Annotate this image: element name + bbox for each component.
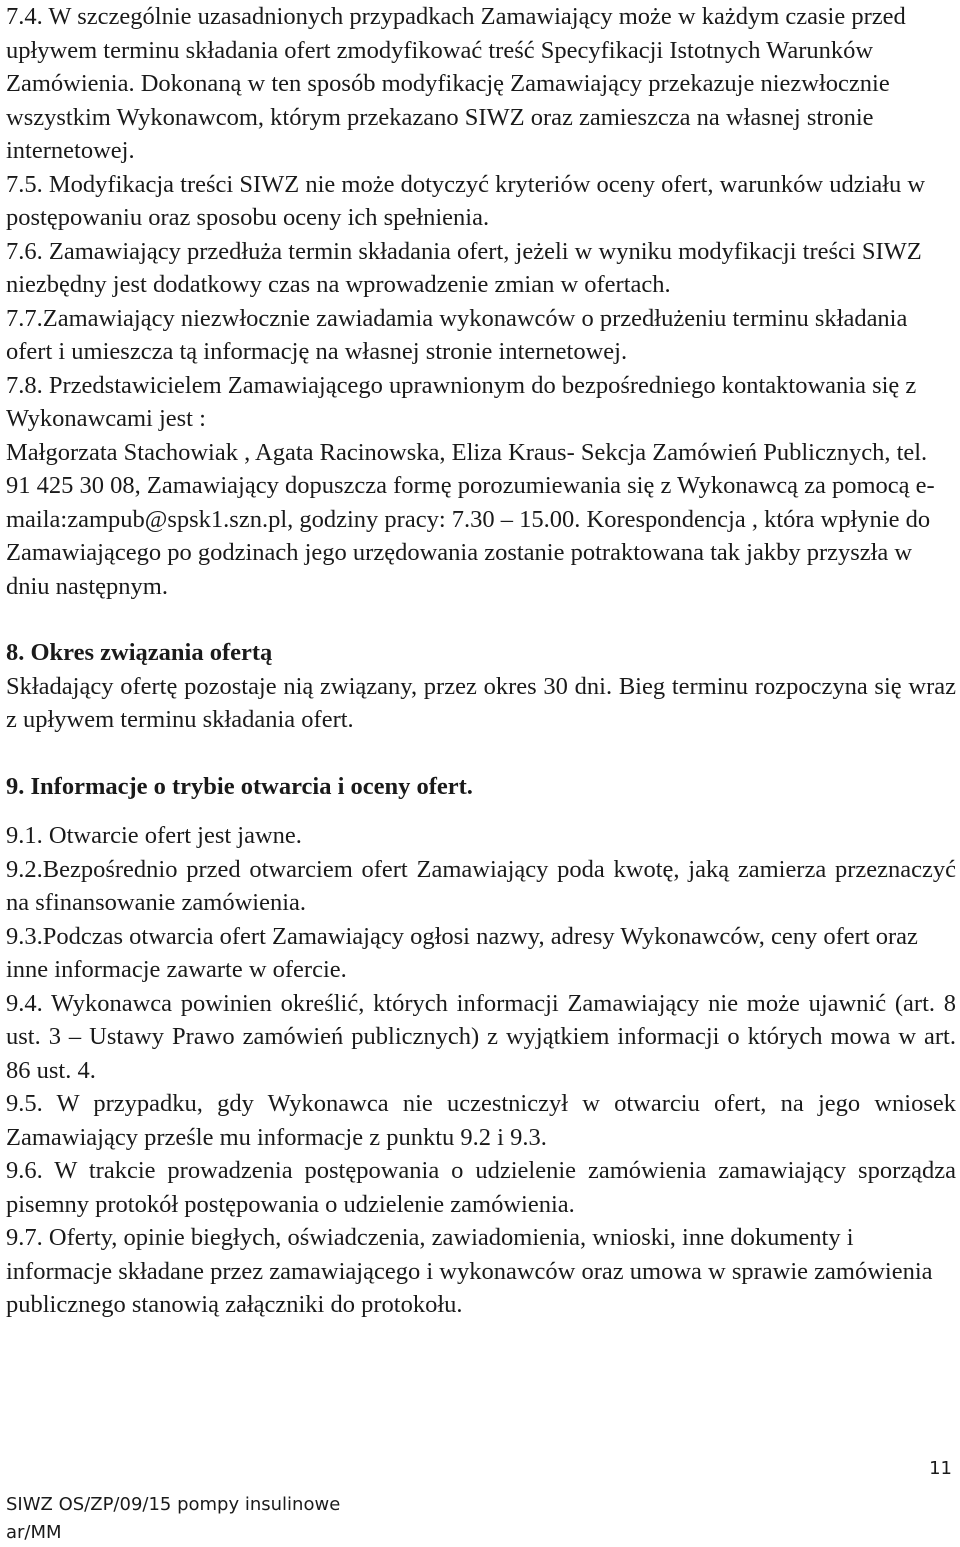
paragraph-7-8-contact: Małgorzata Stachowiak , Agata Racinowska, Eliza Kraus- Sekcja Zamówień Publicznych, tel. 91 425 30 08, Zamawiający dopuszcza formę porozumiewania się z Wykonawcą za pomocą e-maila:zampub@spsk1.szn.pl, godziny pracy: 7.30 – 15.00. Korespondencja , która wpłynie do Zamawiającego po godzinach jego urzędowania zostanie potraktowana tak jakby przyszła w dniu następnym. (6, 438, 935, 600)
paragraph-9-3: 9.3.Podczas otwarcia ofert Zamawiający ogłosi nazwy, adresy Wykonawców, ceny ofert oraz inne informacje zawarte w ofercie. (6, 922, 918, 983)
section-9-heading: 9. Informacje o trybie otwarcia i oceny ofert. (6, 772, 473, 800)
page-number: 11 (929, 1458, 952, 1479)
spacer (6, 811, 956, 819)
section-8-heading: 8. Okres związania ofertą (6, 639, 273, 666)
paragraph-7-4: 7.4. W szczególnie uzasadnionych przypadkach Zamawiający może w każdym czasie przed upływem terminu składania ofert zmodyfikować treść Specyfikacji Istotnych Warunków Zamówienia. Dokonaną w ten sposób modyfikację Zamawiający przekazuje niezwłocznie wszystkim Wykonawcom, którym przekazano SIWZ oraz zamieszcza na własnej stronie internetowej. (6, 3, 906, 164)
paragraph-9-2: 9.2.Bezpośrednio przed otwarciem ofert Zamawiający poda kwotę, jaką zamierza przeznaczyć na sfinansowanie zamówienia. (6, 855, 956, 916)
spacer (6, 737, 956, 770)
spacer (6, 603, 956, 636)
paragraph-7-7: 7.7.Zamawiający niezwłocznie zawiadamia wykonawców o przedłużeniu terminu składania ofert i umieszcza tą informację na własnej stronie internetowej. (6, 304, 908, 365)
section-8-text: Składający ofertę pozostaje nią związany, przez okres 30 dni. Bieg terminu rozpoczyna się wraz z upływem terminu składania ofert. (6, 672, 956, 733)
paragraph-9-1: 9.1. Otwarcie ofert jest jawne. (6, 822, 302, 849)
spacer (6, 803, 956, 811)
paragraph-9-6: 9.6. W trakcie prowadzenia postępowania o udzielenie zamówienia zamawiający sporządza pisemny protokół postępowania o udzielenie zamówienia. (6, 1157, 956, 1218)
paragraph-9-5: 9.5. W przypadku, gdy Wykonawca nie uczestniczył w otwarciu ofert, na jego wniosek Zamawiający prześle mu informacje z punktu 9.2 i 9.3. (6, 1090, 956, 1151)
paragraph-9-7: 9.7. Oferty, opinie biegłych, oświadczenia, zawiadomienia, wnioski, inne dokumenty i informacje składane przez zamawiającego i wykonawców oraz umowa w sprawie zamówienia publicznego stanowią załączniki do protokołu. (6, 1224, 933, 1318)
page-footer (6, 1458, 956, 1543)
paragraph-7-6: 7.6. Zamawiający przedłuża termin składania ofert, jeżeli w wyniku modyfikacji treści SIWZ niezbędny jest dodatkowy czas na wprowadzenie zmian w ofertach. (6, 237, 922, 298)
paragraph-7-8: 7.8. Przedstawicielem Zamawiającego uprawnionym do bezpośredniego kontaktowania się z Wykonawcami jest : (6, 371, 917, 432)
document-reference-line-1: SIWZ OS/ZP/09/15 pompy insulinowe (6, 1494, 341, 1515)
document-reference (6, 1491, 340, 1547)
paragraph-7-5: 7.5. Modyfikacja treści SIWZ nie może dotyczyć kryteriów oceny ofert, warunków udziału w postępowaniu oraz sposobu oceny ich spełnienia. (6, 170, 926, 231)
document-reference-line-2: ar/MM (6, 1522, 62, 1543)
paragraph-9-4: 9.4. Wykonawca powinien określić, których informacji Zamawiający nie może ujawnić (art. 8 ust. 3 – Ustawy Prawo zamówień publicznych) z wyjątkiem informacji o których mowa w art. 86 ust. 4. (6, 989, 956, 1084)
document-page (6, 0, 956, 1322)
